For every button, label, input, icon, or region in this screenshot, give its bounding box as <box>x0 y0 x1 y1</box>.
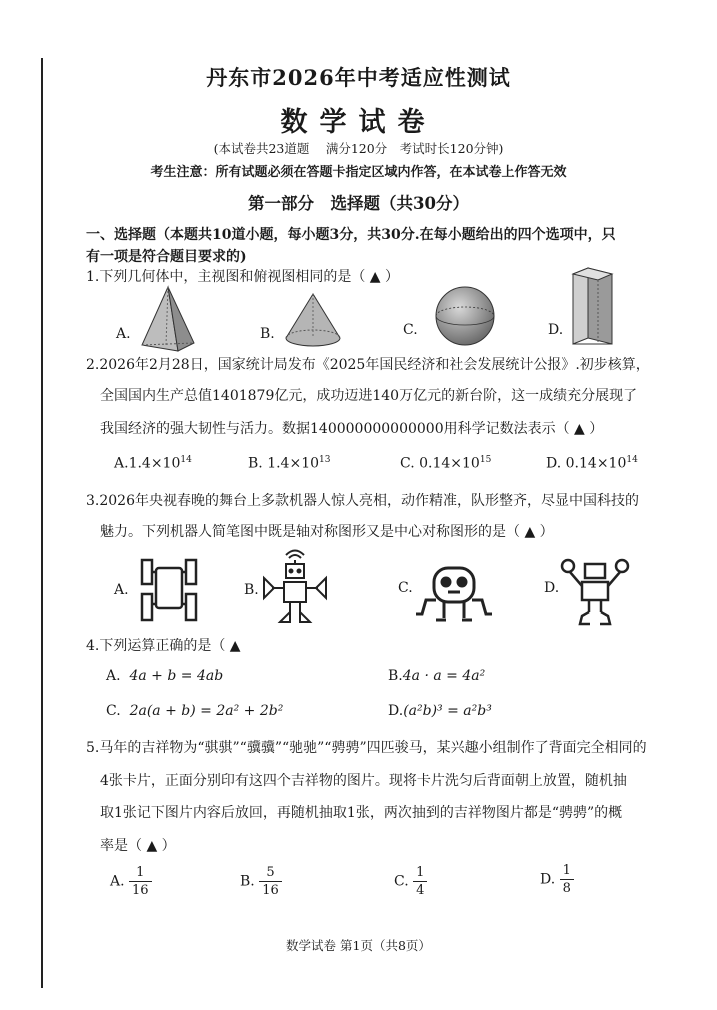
q2-stem-line-2: 全国国内生产总值1401879亿元，成功迈进140万亿元的新台阶，这一成绩充分展现了 <box>100 388 638 404</box>
q5-option-d-denominator: 8 <box>562 881 571 896</box>
q4-option-b <box>388 668 485 684</box>
q5-option-a-numerator: 1 <box>129 864 152 882</box>
q4-stem: 4.下列运算正确的是（ ▲ <box>86 638 241 654</box>
q5-option-b-denominator: 16 <box>262 883 279 898</box>
q5-option-b-fraction <box>259 864 282 899</box>
robot-d-icon <box>560 556 630 628</box>
q5-option-a-fraction <box>129 864 152 899</box>
q2-option-d-label: D. <box>546 455 562 472</box>
pyramid-icon <box>138 285 198 353</box>
q2-stem-line-1: 2.2026年2月28日，国家统计局发布《2025年国民经济和社会发展统计公报》.初步核算， <box>86 357 650 373</box>
q4-option-b-label: B. <box>388 668 403 684</box>
q5-stem-line-1: 5.马年的吉祥物为“骐骐”“骥骥”“驰驰”“骋骋”四匹骏马，某兴趣小组制作了背面完全相同的 <box>86 740 647 756</box>
q2-option-b-base: 1.4×10 <box>267 455 320 472</box>
q5-option-d <box>540 862 574 897</box>
q4-option-d-expr: (a²b)³ = a²b³ <box>403 703 492 719</box>
q2-option-d-exponent: 14 <box>626 455 638 465</box>
q2-option-c-base: 0.14×10 <box>419 455 480 472</box>
q5-stem-line-4: 率是（ ▲ ） <box>100 838 176 854</box>
q5-stem-line-3: 取1张记下图片内容后放回，再随机抽取1张，两次抽到的吉祥物图片都是“骋骋”的概 <box>100 805 623 821</box>
page-footer: 数学试卷 第1页（共8页） <box>286 938 431 953</box>
q5-option-c-numerator: 1 <box>413 864 427 882</box>
q4-option-d-label: D. <box>388 703 404 719</box>
sphere-icon <box>434 285 496 347</box>
q4-option-a-label: A. <box>106 668 121 684</box>
q5-option-c-label: C. <box>394 873 409 890</box>
q2-option-a-exponent: 14 <box>180 455 192 465</box>
q2-option-d-base: 0.14×10 <box>565 455 627 472</box>
q4-option-c-label: C. <box>106 703 121 719</box>
q5-option-b-label: B. <box>240 873 255 890</box>
q3-option-b-label: B. <box>244 582 259 598</box>
q5-option-c-fraction <box>413 864 427 899</box>
exam-subject: 数学试卷 <box>280 107 437 138</box>
robot-b-icon <box>262 550 328 628</box>
q5-stem-line-2: 4张卡片，正面分别印有这四个吉祥物的图片。现将卡片洗匀后背面朝上放置，随机抽 <box>100 773 627 789</box>
q1-stem: 1.下列几何体中，主视图和俯视图相同的是（ ▲ ） <box>86 269 400 285</box>
q3-stem-line-2: 魅力。下列机器人简笔图中既是轴对称图形又是中心对称图形的是（ ▲ ） <box>100 524 554 540</box>
q2-option-a-label: A. <box>114 455 129 472</box>
q4-option-c-expr: 2a(a + b) = 2a² + 2b² <box>129 703 284 719</box>
q2-option-b-exponent: 13 <box>319 455 331 465</box>
q2-option-a <box>114 455 192 472</box>
q1-option-a-label: A. <box>116 326 131 342</box>
exam-meta: (本试卷共23道题 满分120分 考试时长120分钟) <box>213 141 504 156</box>
q2-option-b-label: B. <box>248 455 263 472</box>
triangular-prism-icon <box>570 266 616 348</box>
q4-option-d <box>388 703 492 719</box>
q2-option-b <box>248 455 330 472</box>
q5-option-a-denominator: 16 <box>132 883 149 898</box>
section-instructions-line-1: 一、选择题（本题共10道小题，每小题3分，共30分.在每小题给出的四个选项中，只 <box>86 227 616 243</box>
q5-option-d-label: D. <box>540 871 556 888</box>
robot-a-icon <box>138 556 200 626</box>
q3-option-c-label: C. <box>398 580 413 596</box>
q5-option-c-denominator: 4 <box>416 883 425 898</box>
exam-notice: 考生注意：所有试题必须在答题卡指定区域内作答，在本试卷上作答无效 <box>150 165 567 180</box>
q1-option-d-label: D. <box>548 322 564 338</box>
q4-option-b-expr: 4a · a = 4a² <box>402 668 486 684</box>
q5-option-b <box>240 864 282 899</box>
section-instructions-line-2: 有一项是符合题目要求的) <box>86 249 247 265</box>
part-heading: 第一部分 选择题（共30分） <box>248 194 469 213</box>
q2-option-d <box>546 455 638 472</box>
q4-option-c <box>106 703 283 719</box>
q3-option-d-label: D. <box>544 580 560 596</box>
q4-option-a-expr: 4a + b = 4ab <box>129 668 224 684</box>
q1-option-b-label: B. <box>260 326 275 342</box>
q4-option-a <box>106 668 223 684</box>
robot-c-icon <box>414 562 494 628</box>
exam-title: 丹东市2026年中考适应性测试 <box>206 65 511 90</box>
q1-option-c-label: C. <box>403 322 418 338</box>
q5-option-d-fraction <box>560 862 574 897</box>
cone-icon <box>282 290 344 350</box>
q2-option-c-exponent: 15 <box>479 455 492 465</box>
q2-option-c-label: C. <box>400 455 415 472</box>
q3-option-a-label: A. <box>114 582 129 598</box>
q5-option-d-numerator: 1 <box>560 862 574 880</box>
q5-option-a-label: A. <box>110 873 125 890</box>
q5-option-a <box>110 864 152 899</box>
q5-option-b-numerator: 5 <box>259 864 282 882</box>
q5-option-c <box>394 864 427 899</box>
q2-option-c <box>400 455 491 472</box>
q2-stem-line-3: 我国经济的强大韧性与活力。数据140000000000000用科学记数法表示（ ▲ ） <box>100 421 604 437</box>
q3-stem-line-1: 3.2026年央视春晚的舞台上多款机器人惊人亮相，动作精准，队形整齐，尽显中国科技的 <box>86 493 639 509</box>
q2-option-a-base: 1.4×10 <box>128 455 181 472</box>
